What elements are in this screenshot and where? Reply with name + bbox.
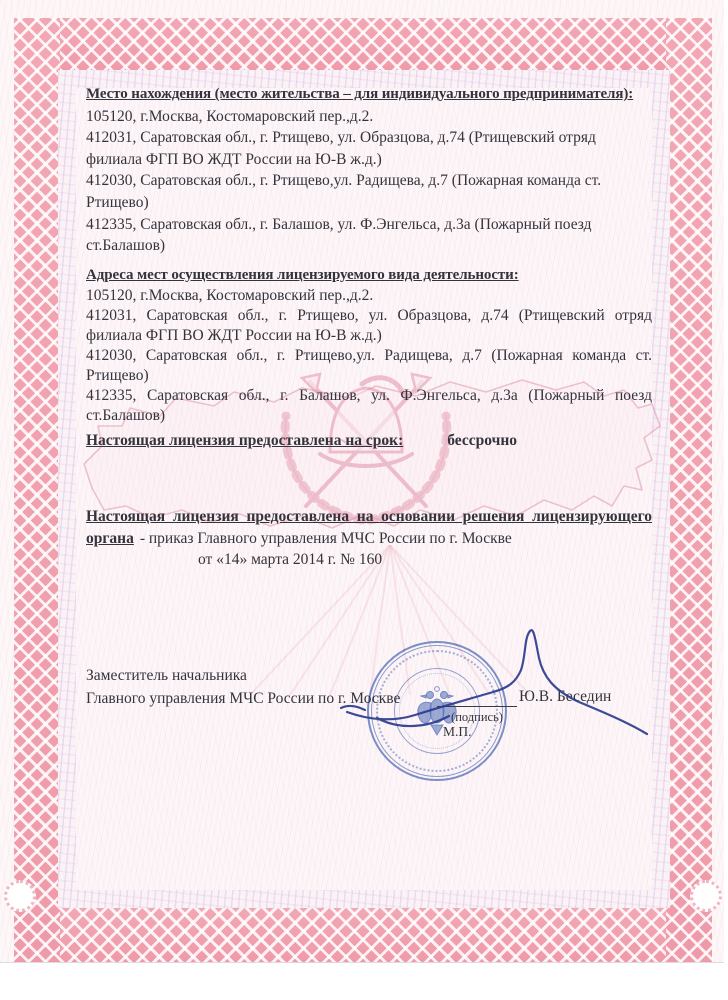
corner-rosette-icon [4, 880, 36, 912]
term-value: бессрочно [447, 432, 518, 450]
corner-rosette-icon [690, 880, 722, 912]
license-basis-line [86, 506, 652, 549]
address-line: 412031, Саратовская обл., г. Ртищево, ул. Образцова, д.74 (Ртищевский отряд филиала ФГП ВО ЖДТ России на Ю-В ж.д.) [86, 307, 652, 345]
activity-header-text: Адреса мест осуществления лицензируемого вида деятельности: [86, 266, 519, 283]
signature-stroke-icon [335, 618, 655, 748]
address-line: 105120, г.Москва, Костомаровский пер.,д.2. [86, 107, 374, 125]
signature-caption: (подпись) [451, 710, 503, 724]
location-header [86, 84, 652, 106]
border-band-right [666, 18, 712, 962]
basis-value: - приказ Главного управления МЧС России по г. Москве [139, 529, 512, 547]
signatory-title-line2: Главного управления МЧС России по г. Москве [86, 690, 401, 707]
border-band-left [14, 18, 60, 962]
basis-label: Настоящая лицензия предоставлена на основании решения лицензирующего органа [86, 507, 652, 547]
license-term-line [86, 430, 652, 452]
border-band-bottom [14, 908, 712, 962]
basis-date: от «14» марта 2014 г. № 160 [198, 551, 383, 569]
signatory-name: Ю.В. Беседин [519, 688, 612, 705]
document-body [86, 84, 652, 571]
address-line: 412031, Саратовская обл., г. Ртищево, ул. Образцова, д.74 (Ртищевский отряд филиала ФГП ВО ЖДТ России на Ю-В ж.д.) [86, 129, 596, 168]
border-band-top [14, 18, 712, 72]
address-line: 412030, Саратовская обл., г. Ртищево,ул. Радищева, д.7 (Пожарная команда ст. Ртищево) [86, 172, 602, 211]
address-line: 412030, Саратовская обл., г. Ртищево,ул. Радищева, д.7 (Пожарная команда ст. Ртищево) [86, 347, 652, 385]
signatory-title-line1: Заместитель начальника [86, 667, 247, 684]
address-line: 105120, г.Москва, Костомаровский пер.,д.2. [86, 287, 374, 305]
address-line: 412335, Саратовская обл., г. Балашов, ул. Ф.Энгельса, д.3а (Пожарный поезд ст.Балашов) [86, 387, 652, 425]
location-header-text: Место нахождения (место жительства – для индивидуального предпринимателя): [86, 86, 634, 102]
term-label: Настоящая лицензия предоставлена на срок: [86, 432, 404, 450]
seal-place-label: М.П. [443, 724, 472, 739]
activity-header [86, 265, 652, 287]
address-line: 412335, Саратовская обл., г. Балашов, ул. Ф.Энгельса, д.3а (Пожарный поезд ст.Балашов) [86, 215, 592, 255]
